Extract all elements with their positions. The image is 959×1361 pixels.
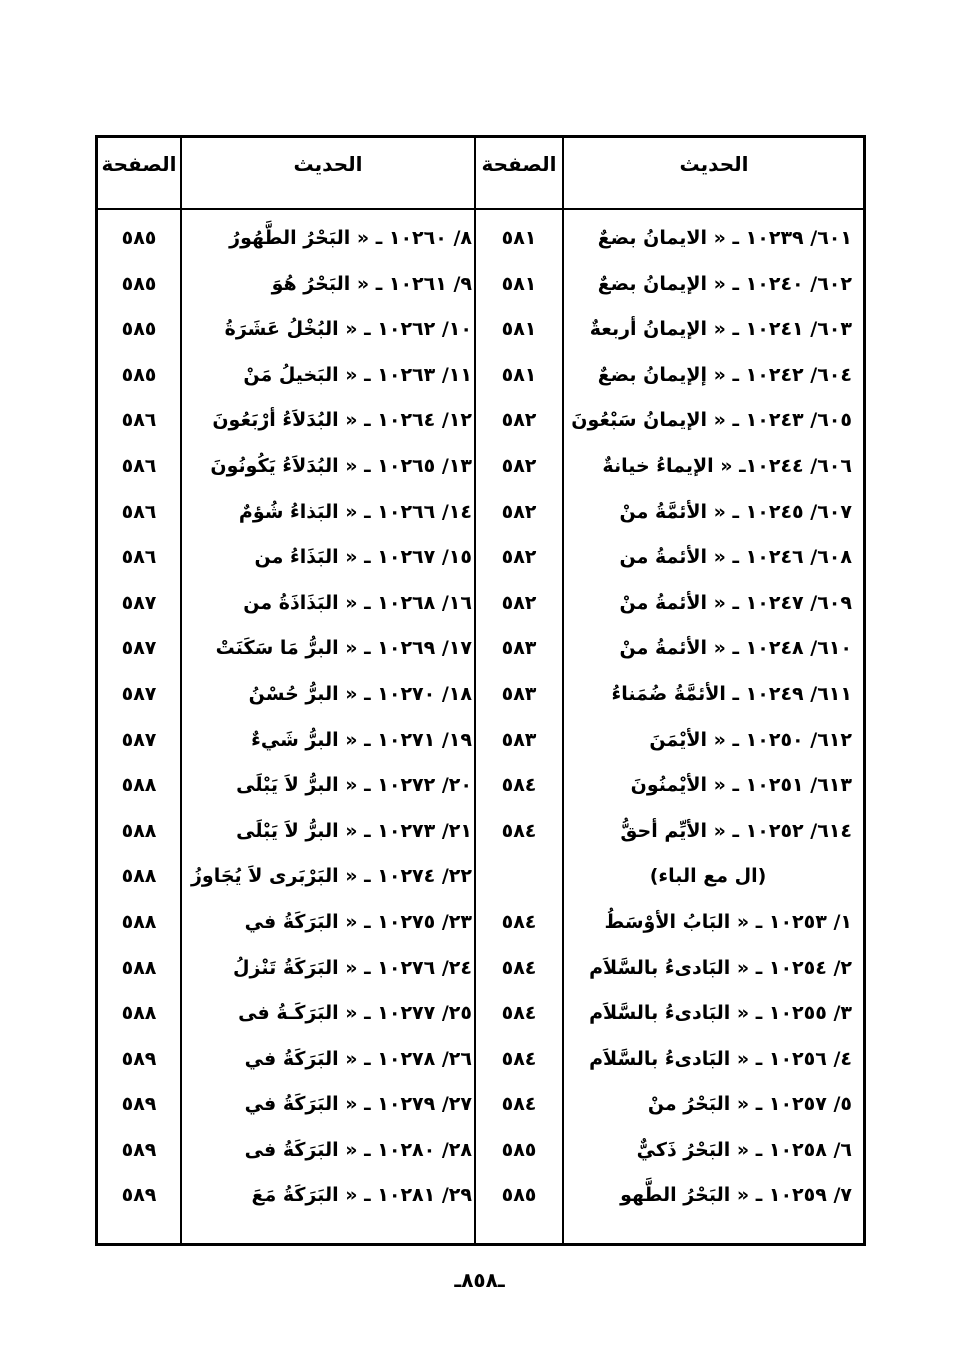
page-number-cell: ٥٨٢ bbox=[501, 591, 537, 614]
hadith-entry: ٥/ ١٠٢٥٧ ـ « البَحْرُ منْ bbox=[647, 1093, 852, 1116]
hadith-entry: ١٦/ ١٠٢٦٨ ـ « البَذَاذَةُ من bbox=[243, 591, 472, 614]
hadith-entry: ١٢/ ١٠٢٦٤ ـ « البُدَلاَءُ أرْبَعُونَ bbox=[212, 409, 472, 432]
hadith-entry: ١٣/ ١٠٢٦٥ ـ « البُدَلاَءُ يَكُونُونَ bbox=[210, 454, 472, 477]
page-number-cell: ٥٨٢ bbox=[501, 454, 537, 477]
hadith-entry: ٦٠٧/ ١٠٢٤٥ ـ « الأئمَّةُ منْ bbox=[619, 500, 852, 523]
page-number-cell: ٥٨٢ bbox=[501, 500, 537, 523]
hadith-entry: ٢٤/ ١٠٢٧٦ ـ « البَرَكَةُ تَنْزلُ bbox=[233, 956, 472, 979]
page-number-cell: ٥٨٤ bbox=[501, 956, 537, 979]
page-number-cell: ٥٨٦ bbox=[121, 546, 157, 569]
hadith-entry: ٢/ ١٠٢٥٤ ـ « البَادىءُ بالسَّلاَم bbox=[589, 956, 852, 979]
page-number-cell: ٥٨٧ bbox=[121, 682, 157, 705]
hadith-entry: ٩/ ١٠٢٦١ ـ « البَحْرُ هُوَ bbox=[271, 272, 472, 295]
index-table bbox=[95, 135, 866, 1246]
page-number-cell: ٥٨٧ bbox=[121, 728, 157, 751]
left-hadith-column bbox=[182, 216, 472, 1219]
header-divider bbox=[98, 208, 863, 210]
page-number-cell: ٥٨٨ bbox=[121, 819, 157, 842]
page-number: ـ٨٥٨ـ bbox=[454, 1268, 505, 1292]
page-number-cell: ٥٨٤ bbox=[501, 1002, 537, 1025]
page-number-cell: ٥٨٨ bbox=[121, 774, 157, 797]
page-number-cell: ٥٨٥ bbox=[121, 227, 157, 249]
right-hadith-column bbox=[564, 216, 852, 1219]
page-number-cell: ٥٨١ bbox=[501, 363, 537, 386]
page-number-cell: ٥٨٩ bbox=[121, 1138, 157, 1161]
page-number-cell: ٥٨٤ bbox=[501, 774, 537, 797]
right-page-column bbox=[476, 216, 562, 1219]
page-number-cell bbox=[476, 854, 562, 900]
hadith-entry: ٧/ ١٠٢٥٩ ـ « البَحْرُ الطَّهو bbox=[620, 1184, 852, 1207]
page-number-cell: ٥٨٣ bbox=[501, 637, 537, 660]
hadith-entry: ٦٠٦/ ١٠٢٤٤ـ « الإيماءُ خيانةٌ bbox=[602, 454, 852, 477]
left-page-column bbox=[98, 216, 180, 1219]
hadith-entry: ٦١٣/ ١٠٢٥١ ـ « الأيْمنُونَ bbox=[630, 774, 852, 797]
page-number-cell: ٥٨٧ bbox=[121, 637, 157, 660]
hadith-entry: ٣/ ١٠٢٥٥ ـ « البَادىءُ بالسَّلاَم bbox=[589, 1002, 852, 1025]
hadith-entry: ٢٥/ ١٠٢٧٧ ـ « البَرَكَـةُ فى bbox=[238, 1002, 472, 1025]
hadith-entry: ٦١٢/ ١٠٢٥٠ ـ « الأيْمَنَ bbox=[649, 728, 852, 751]
hadith-entry: ١٤/ ١٠٢٦٦ ـ « البَذاءُ شُؤمٌ bbox=[238, 500, 472, 523]
hadith-entry: ٦٠٢/ ١٠٢٤٠ ـ « الإيمانُ بضعٌ bbox=[597, 272, 852, 295]
hadith-entry: ٢١/ ١٠٢٧٣ ـ « البرُّ لاَ يَبْلَى bbox=[236, 819, 472, 842]
hadith-entry: ٦/ ١٠٢٥٨ ـ « البَحْرُ ذَكيٌّ bbox=[636, 1138, 852, 1161]
hadith-entry: ٢٨/ ١٠٢٨٠ ـ « البَرَكَةُ فى bbox=[244, 1138, 472, 1161]
hadith-entry: ٦١١/ ١٠٢٤٩ ـ الأئمَّةُ ضُمَناءُ bbox=[611, 682, 852, 705]
hadith-entry: ١١/ ١٠٢٦٣ ـ « البَخيلُ مَنْ bbox=[243, 363, 472, 386]
hadith-entry: ٦٠٤/ ١٠٢٤٢ ـ « إلإيمانُ بضعٌ bbox=[597, 363, 852, 386]
page-number-cell: ٥٨١ bbox=[501, 227, 537, 249]
page-number-cell: ٥٨٨ bbox=[121, 865, 157, 888]
page-number-cell: ٥٨٨ bbox=[121, 1002, 157, 1025]
header-hadith-right: الحديث bbox=[679, 152, 749, 176]
hadith-entry: ٢٩/ ١٠٢٨١ ـ « البَرَكَةُ مَعَ bbox=[251, 1184, 472, 1207]
section-heading: (ال مع الباء) bbox=[649, 865, 767, 888]
page-number-cell: ٥٨٩ bbox=[121, 1047, 157, 1070]
hadith-entry: ١/ ١٠٢٥٣ ـ « البَابُ الأوْسَطُ bbox=[604, 910, 852, 933]
page-number-cell: ٥٨٧ bbox=[121, 591, 157, 614]
page-number-cell: ٥٨٥ bbox=[121, 363, 157, 386]
hadith-entry: ٢٢/ ١٠٢٧٤ ـ « البَرْبَرى لاَ يُجَاوزُ bbox=[190, 865, 472, 888]
page-number-cell: ٥٨٤ bbox=[501, 1093, 537, 1116]
hadith-entry: ١٩/ ١٠٢٧١ ـ « البرُّ شَيءٌ bbox=[251, 728, 472, 751]
header-page-right: الصفحة bbox=[481, 152, 557, 176]
page-number-cell: ٥٨٦ bbox=[121, 500, 157, 523]
hadith-entry: ٦٠٨/ ١٠٢٤٦ ـ « الأئمةُ من bbox=[619, 546, 852, 569]
header-hadith-left: الحديث bbox=[293, 152, 363, 176]
page-number-cell: ٥٨٥ bbox=[121, 318, 157, 341]
page-number-cell: ٥٨٨ bbox=[121, 956, 157, 979]
page-number-cell: ٥٨٥ bbox=[501, 1138, 537, 1161]
hadith-entry: ٢٧/ ١٠٢٧٩ ـ « البَرَكَةُ في bbox=[244, 1093, 472, 1116]
page-number-cell: ٥٨٢ bbox=[501, 409, 537, 432]
hadith-entry: ٦١٠/ ١٠٢٤٨ ـ « الأئمةُ منْ bbox=[619, 637, 852, 660]
hadith-entry: ٦١٤/ ١٠٢٥٢ ـ « الأيِّم أحقُّ bbox=[620, 819, 852, 842]
page-number-cell: ٥٨٤ bbox=[501, 819, 537, 842]
hadith-entry: ٤/ ١٠٢٥٦ ـ « البَادىءُ بالسَّلاَم bbox=[589, 1047, 852, 1070]
page-number-cell: ٥٨٣ bbox=[501, 728, 537, 751]
page-number-cell: ٥٨٤ bbox=[501, 1047, 537, 1070]
page-number-cell: ٥٨١ bbox=[501, 272, 537, 295]
hadith-entry: ٦٠٩/ ١٠٢٤٧ ـ « الأئمةُ منْ bbox=[619, 591, 852, 614]
page-number-cell: ٥٨٨ bbox=[121, 910, 157, 933]
header-page-left: الصفحة bbox=[101, 152, 177, 176]
hadith-entry: ٦٠٥/ ١٠٢٤٣ ـ « الإيمانُ سَبْعُونَ bbox=[571, 409, 852, 432]
page-number-cell: ٥٨٦ bbox=[121, 454, 157, 477]
hadith-entry: ٢٠/ ١٠٢٧٢ ـ « البرُّ لاَ يَبْلَى bbox=[236, 774, 472, 797]
page-number-cell: ٥٨٩ bbox=[121, 1093, 157, 1116]
page-number-cell: ٥٨٤ bbox=[501, 910, 537, 933]
page-number-cell: ٥٨٥ bbox=[121, 272, 157, 295]
page-number-cell: ٥٨٣ bbox=[501, 682, 537, 705]
page-number-cell: ٥٨١ bbox=[501, 318, 537, 341]
hadith-entry: ١٥/ ١٠٢٦٧ ـ « البَذَاءُ من bbox=[254, 546, 472, 569]
hadith-entry: ٦٠٣/ ١٠٢٤١ ـ « الإيمانُ أربعةٌ bbox=[589, 318, 852, 341]
hadith-entry: ٢٦/ ١٠٢٧٨ ـ « البَرَكَةُ في bbox=[244, 1047, 472, 1070]
hadith-entry: ٢٣/ ١٠٢٧٥ ـ « البَرَكَةُ في bbox=[244, 910, 472, 933]
page-number-cell: ٥٨٦ bbox=[121, 409, 157, 432]
page-number-cell: ٥٨٥ bbox=[501, 1184, 537, 1207]
hadith-entry: ١٨/ ١٠٢٧٠ ـ « البرُّ حُسْنُ bbox=[248, 682, 472, 705]
hadith-entry: ٨/ ١٠٢٦٠ ـ « البَحْرُ الطَّهُورُ bbox=[229, 227, 472, 249]
hadith-entry: ٦٠١/ ١٠٢٣٩ ـ « الايمانُ بضعٌ bbox=[597, 227, 852, 249]
hadith-entry: ١٠/ ١٠٢٦٢ ـ « البُخْلُ عَشَرَةُ bbox=[224, 318, 472, 341]
hadith-entry: ١٧/ ١٠٢٦٩ ـ « البرُّ مَا سَكَنَتْ bbox=[215, 637, 472, 660]
page-number-cell: ٥٨٩ bbox=[121, 1184, 157, 1207]
page-number-cell: ٥٨٢ bbox=[501, 546, 537, 569]
